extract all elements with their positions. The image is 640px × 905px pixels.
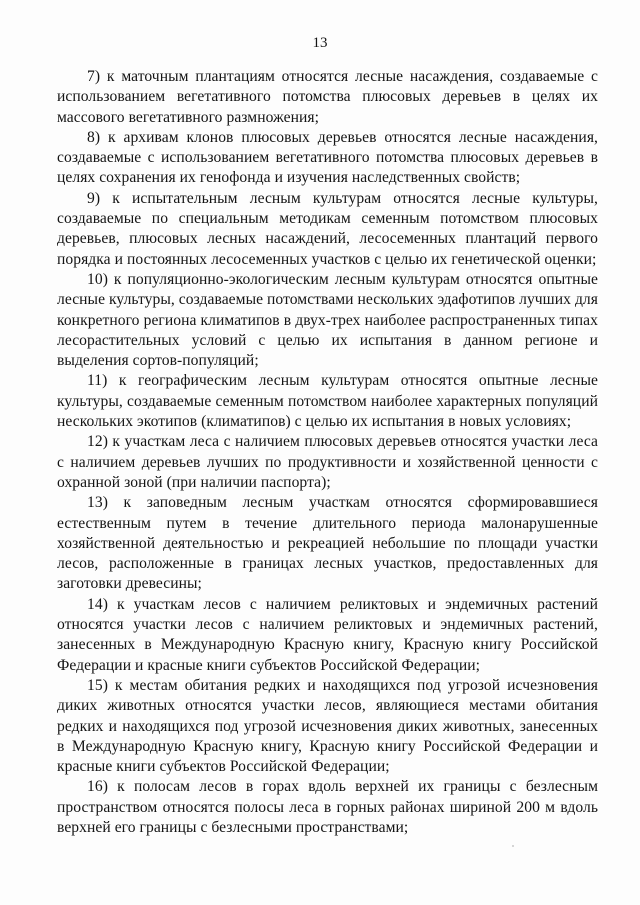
paragraph-item-11: 11) к географическим лесным культурам относятся опытные лесные культуры, создаваемые семенным потомством наиболее характерных популяций нескольких экотипов (климатипов) с целью их испытания в новых условиях; [57, 372, 598, 431]
paragraph-item-10: 10) к популяционно-экологическим лесным культурам относятся опытные лесные культуры, создаваемые потомствами нескольких эдафотипов лучших для конкретного региона климатипов в двух-трех наиболее распространенных типах лесорастительных условий с целью их испытания в данном регионе и выделения сортов-популяций; [57, 270, 598, 370]
paragraph-item-12: 12) к участкам леса с наличием плюсовых деревьев относятся участки леса с наличием деревьев лучших по продуктивности и хозяйственной ценности с охранной зоной (при наличии паспорта); [57, 433, 598, 491]
page-number: 13 [312, 35, 328, 51]
paragraph-item-7: 7) к маточным плантациям относятся лесные насаждения, создаваемые с использованием вегетативного потомства плюсовых деревьев в целях их массового вегетативного размножения; [57, 68, 598, 126]
paragraph-item-8: 8) к архивам клонов плюсовых деревьев относятся лесные насаждения, создаваемые с использованием вегетативного потомства плюсовых деревьев в целях сохранения их генофонда и изучения наследственных свойств; [57, 128, 598, 187]
paragraph-item-14: 14) к участкам лесов с наличием реликтовых и эндемичных растений относятся участки лесов с наличием реликтовых и эндемичных растений, занесенных в Международную Красную книгу, Красную книгу Российской Федерации и красные книги субъектов Российской Федерации; [57, 595, 598, 674]
paragraph-item-9: 9) к испытательным лесным культурам относятся лесные культуры, создаваемые по специальным методикам семенным потомством плюсовых деревьев, плюсовых лесных насаждений, лесосеменных плантаций первого порядка и постоянных лесосеменных участков с целью их генетической оценки; [57, 189, 598, 268]
paragraph-item-15: 15) к местам обитания редких и находящихся под угрозой исчезновения диких животных относятся участки лесов, являющиеся местами обитания редких и находящихся под угрозой исчезновения диких животных, занесенных в Международную Красную книгу, Красную книгу Российской Федерации и красные книги субъектов Российской Федерации; [57, 676, 598, 776]
scan-speck [512, 845, 514, 847]
paragraph-item-13: 13) к заповедным лесным участкам относятся сформировавшиеся естественным путем в течение длительного периода малонарушенные хозяйственной деятельностью и рекреацией небольшие по площади участки лесов, расположенные в границах лесных участков, предоставленных для заготовки древесины; [57, 494, 598, 593]
paragraph-item-16: 16) к полосам лесов в горах вдоль верхней их границы с безлесным пространством относятся полосы леса в горных районах шириной 200 м вдоль верхней его границы с безлесными пространствами; [57, 778, 598, 836]
document-body [57, 67, 598, 838]
